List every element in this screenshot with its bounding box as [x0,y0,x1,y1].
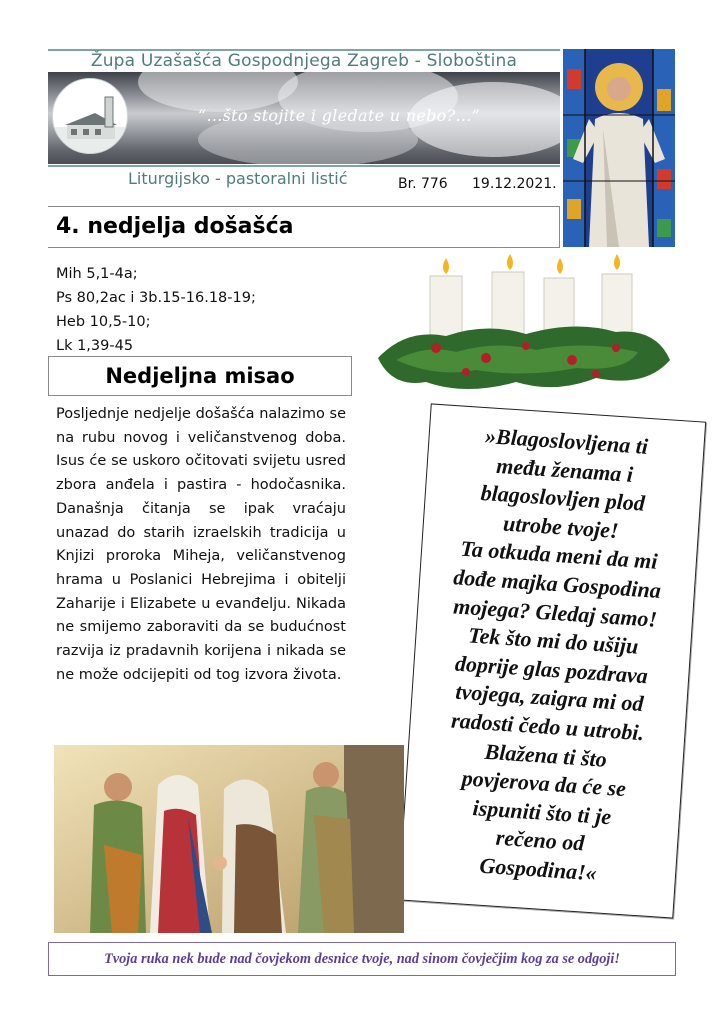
quote-line: rečeno od [495,825,586,856]
reading-item: Mih 5,1-4a; [56,266,138,282]
church-logo [52,78,128,154]
quote-line: dođe majka Gospodina [452,564,662,603]
candle-icon [602,254,632,338]
thought-title: Nedjeljna misao [105,364,295,388]
quote-line: blagoslovljen plod [479,480,646,516]
visitation-painting-image [54,745,404,933]
quote-line: Ta otkuda meni da mi [459,536,659,575]
reading-item: Ps 80,2ac i 3b.15-16.18-19; [56,290,256,306]
issue-date: 19.12.2021. [472,176,557,192]
readings-list [56,262,256,358]
advent-wreath-image [376,248,672,396]
quote-line: među ženama i [495,452,634,487]
bulletin-subtitle: Liturgijsko - pastoralni listić [128,169,348,188]
banner-quote: “...što stojite i gledate u nebo?...” [198,106,481,125]
candle-icon [430,258,462,338]
quote-line: Gospodina!« [478,852,598,886]
reading-item: Heb 10,5-10; [56,314,151,330]
sunday-title-box [48,206,560,248]
thought-title-box [48,356,352,396]
gospel-quote [406,419,698,893]
parish-title: Župa Uzašašća Gospodnjega Zagreb - Sloboština [48,49,560,73]
quote-line: ispuniti što ti je [471,794,613,829]
gospel-quote-box [398,403,706,918]
quote-line: tvojega, zaigra mi od [454,679,645,717]
header-banner [48,72,560,164]
footer-verse: Tvoja ruka nek bude nad čovjekom desnice tvoje, nad sinom čovječjim kog za se odgoji! [104,951,620,967]
reading-item: Lk 1,39-45 [56,338,134,354]
quote-line: Blažena ti što [483,738,608,772]
footer-box [48,942,676,976]
quote-line: Tek što mi do ušiju [467,622,640,659]
quote-line: utrobe tvoje! [502,510,620,543]
issue-number: Br. 776 [398,176,448,192]
quote-line: mojega? Gledaj samo! [452,592,658,632]
header-divider [48,165,560,167]
quote-line: povjerova da će se [461,765,627,802]
sunday-title: 4. nedjelja došašća [56,214,294,239]
thought-text: Posljednje nedjelje došašća nalazimo se na rubu novog i veličanstvenog doba. Isus će se uskoro očitovati svijetu usred zbora anđela i pastira - hodočasnika. Današnja čitanja se ipak vraćaju unazad do starih izraelskih tradicija u Knjizi proroka Miheja, veličanstvenog hrama u Poslanici Hebrejima i obitelji Zaharije i Elizabete u evanđelju. Nikada ne smijemo zaboraviti da se budućnost razvija iz pradavnih korijena i nikada se ne može odcijepiti od tog izvora života. [56,406,346,683]
quote-line: doprije glas pozdrava [454,650,649,689]
stained-glass-image [563,49,675,247]
quote-line: »Blagoslovljena ti [484,423,649,459]
quote-line: radosti čedo u utrobi. [450,707,645,746]
